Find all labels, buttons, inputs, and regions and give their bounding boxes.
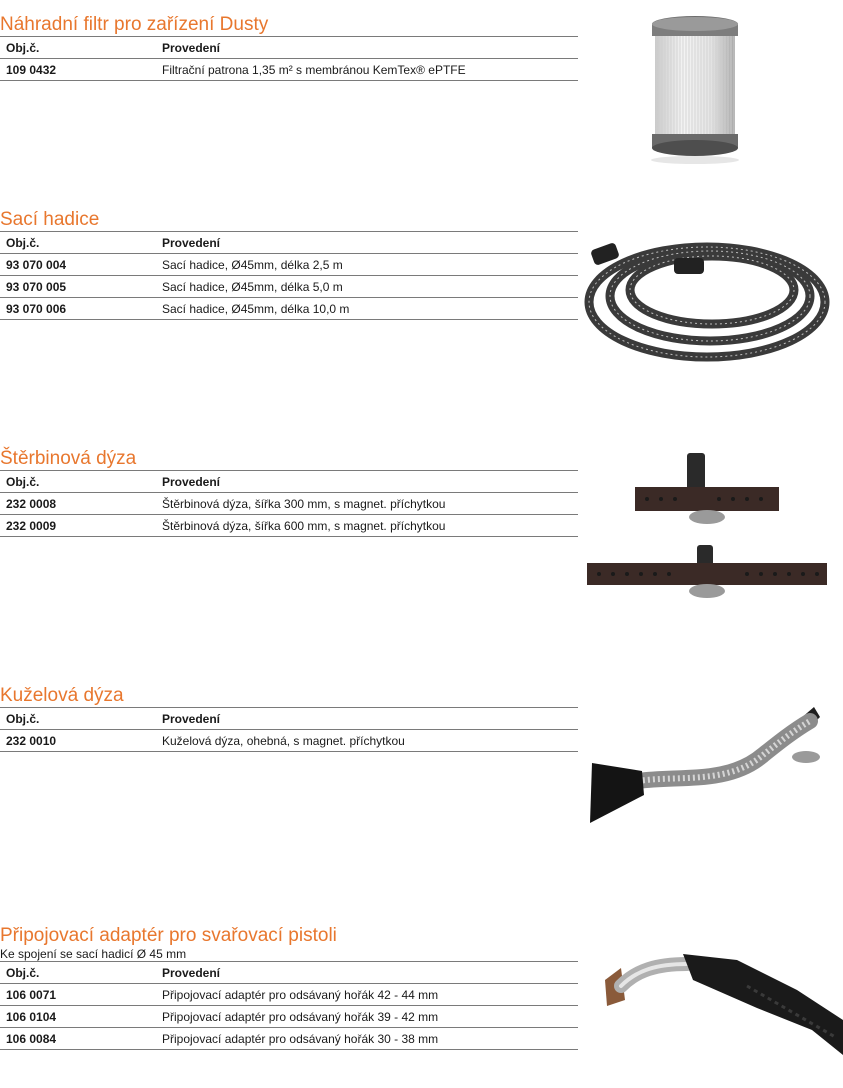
product-description: Sací hadice, Ø45mm, délka 10,0 m — [162, 301, 350, 316]
product-table — [0, 961, 578, 1050]
column-header-order-no: Obj.č. — [6, 965, 40, 980]
table-row — [0, 1028, 578, 1050]
slot-nozzle-image — [585, 445, 835, 605]
section-torch-adapter — [0, 925, 578, 1050]
table-row — [0, 493, 578, 515]
section-title: Kuželová dýza — [0, 685, 124, 706]
order-number: 106 0104 — [6, 1009, 57, 1024]
product-description: Filtrační patrona 1,35 m² s membránou KemTex® ePTFE — [162, 62, 466, 77]
section-slot-nozzle — [0, 448, 578, 537]
order-number: 109 0432 — [6, 62, 57, 77]
table-row — [0, 276, 578, 298]
table-header-row — [0, 962, 578, 984]
product-table — [0, 36, 578, 81]
table-header-row — [0, 37, 578, 59]
table-row — [0, 1006, 578, 1028]
column-header-variant: Provedení — [162, 474, 221, 489]
column-header-variant: Provedení — [162, 235, 221, 250]
order-number: 232 0010 — [6, 733, 57, 748]
product-description: Připojovací adaptér pro odsávaný hořák 30 - 38 mm — [162, 1031, 439, 1046]
section-suction-hose — [0, 209, 578, 320]
section-title: Štěrbinová dýza — [0, 448, 137, 469]
order-number: 106 0071 — [6, 987, 57, 1002]
product-description: Sací hadice, Ø45mm, délka 2,5 m — [162, 257, 343, 272]
table-header-row — [0, 232, 578, 254]
order-number: 93 070 005 — [6, 279, 67, 294]
table-row — [0, 515, 578, 537]
column-header-order-no: Obj.č. — [6, 40, 40, 55]
column-header-variant: Provedení — [162, 965, 221, 980]
section-title: Náhradní filtr pro zařízení Dusty — [0, 14, 269, 35]
product-table — [0, 470, 578, 537]
table-row — [0, 59, 578, 81]
order-number: 232 0009 — [6, 518, 57, 533]
filter-cartridge-image — [640, 10, 750, 165]
table-row — [0, 254, 578, 276]
section-title: Připojovací adaptér pro svařovací pistoli — [0, 925, 337, 946]
product-table — [0, 707, 578, 752]
product-description: Štěrbinová dýza, šířka 300 mm, s magnet. příchytkou — [162, 496, 446, 511]
table-row — [0, 730, 578, 752]
suction-hose-image — [582, 232, 832, 362]
column-header-order-no: Obj.č. — [6, 711, 40, 726]
cone-nozzle-image — [588, 705, 833, 830]
table-row — [0, 298, 578, 320]
table-header-row — [0, 708, 578, 730]
product-description: Kuželová dýza, ohebná, s magnet. příchytkou — [162, 733, 405, 748]
section-title: Sací hadice — [0, 209, 100, 230]
column-header-order-no: Obj.č. — [6, 235, 40, 250]
order-number: 93 070 006 — [6, 301, 67, 316]
column-header-variant: Provedení — [162, 711, 221, 726]
order-number: 106 0084 — [6, 1031, 57, 1046]
product-description: Připojovací adaptér pro odsávaný hořák 42 - 44 mm — [162, 987, 439, 1002]
table-header-row — [0, 471, 578, 493]
section-subtitle: Ke spojení se sací hadicí Ø 45 mm — [0, 947, 187, 961]
product-description: Štěrbinová dýza, šířka 600 mm, s magnet. příchytkou — [162, 518, 446, 533]
section-filter — [0, 14, 578, 81]
column-header-variant: Provedení — [162, 40, 221, 55]
product-table — [0, 231, 578, 320]
order-number: 93 070 004 — [6, 257, 67, 272]
product-description: Připojovací adaptér pro odsávaný hořák 39 - 42 mm — [162, 1009, 439, 1024]
section-cone-nozzle — [0, 685, 578, 752]
table-row — [0, 984, 578, 1006]
order-number: 232 0008 — [6, 496, 57, 511]
torch-adapter-image — [597, 950, 843, 1055]
column-header-order-no: Obj.č. — [6, 474, 40, 489]
product-description: Sací hadice, Ø45mm, délka 5,0 m — [162, 279, 343, 294]
